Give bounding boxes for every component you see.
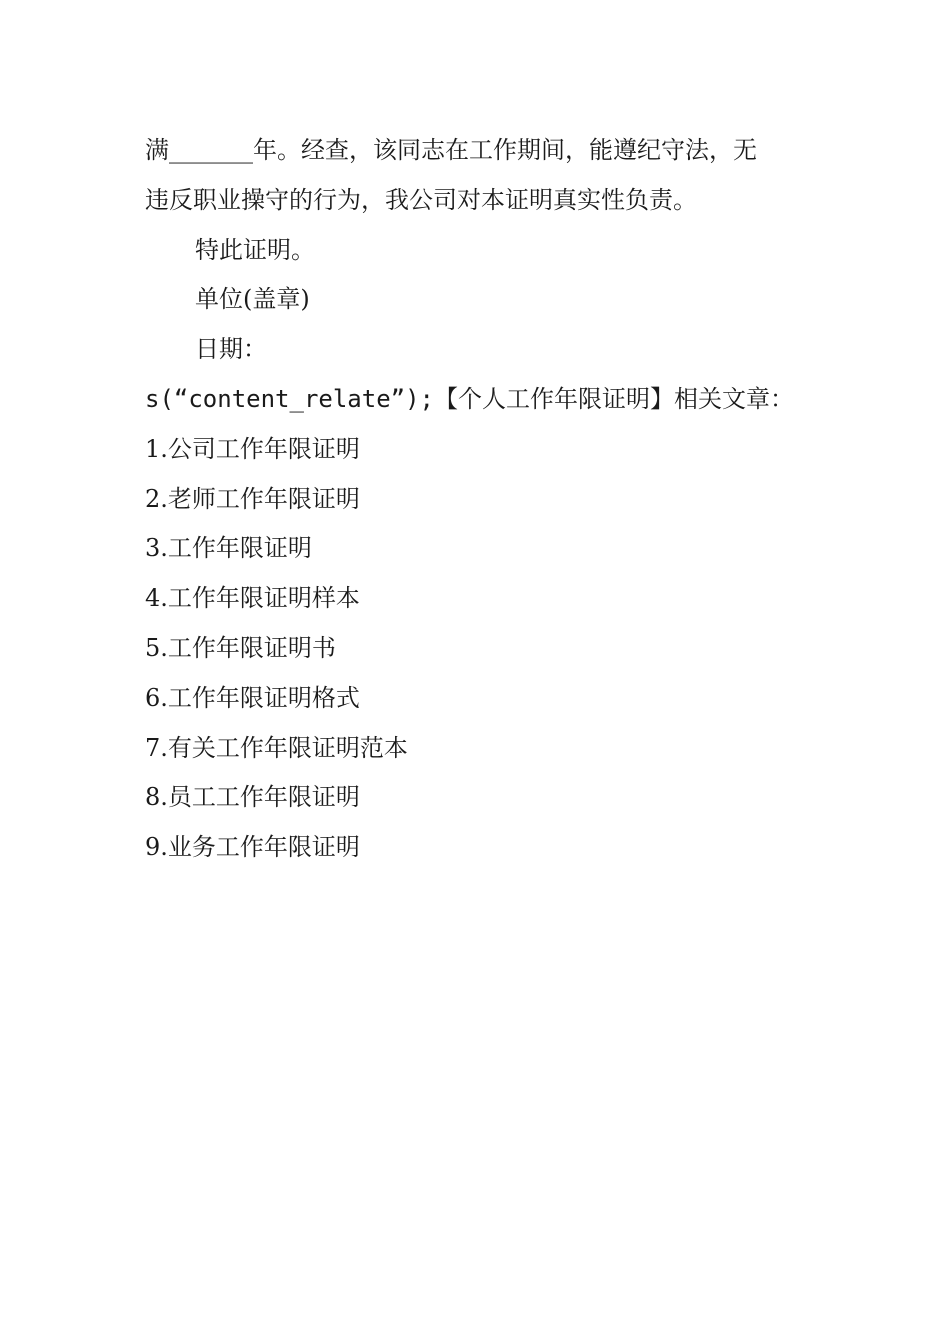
unit-seal-label: 单位(盖章): [195, 285, 310, 314]
related-article-item[interactable]: 7.有关工作年限证明范本: [145, 733, 408, 762]
date-label: 日期：: [195, 335, 267, 364]
paragraph-line-1: 满_______年。经查，该同志在工作期间，能遵纪守法，无: [145, 136, 757, 164]
related-article-item[interactable]: 8.员工工作年限证明: [145, 783, 360, 812]
related-article-item[interactable]: 2.老师工作年限证明: [145, 484, 360, 513]
related-article-item[interactable]: 6.工作年限证明格式: [145, 683, 360, 712]
related-article-item[interactable]: 4.工作年限证明样本: [145, 584, 360, 613]
related-articles-list: [145, 425, 825, 873]
related-article-item[interactable]: 9.业务工作年限证明: [145, 833, 360, 862]
document-body: [145, 126, 825, 873]
closing-statement: 特此证明。: [195, 235, 315, 264]
script-prefix-text: s(“content_relate”);: [145, 384, 434, 413]
related-article-item[interactable]: 1.公司工作年限证明: [145, 434, 360, 463]
related-article-item[interactable]: 5.工作年限证明书: [145, 633, 336, 662]
related-articles-header: [145, 375, 825, 425]
paragraph-line-2: 违反职业操守的行为，我公司对本证明真实性负责。: [145, 185, 697, 214]
related-article-item[interactable]: 3.工作年限证明: [145, 534, 312, 563]
related-articles-heading: 【个人工作年限证明】相关文章：: [433, 384, 794, 413]
